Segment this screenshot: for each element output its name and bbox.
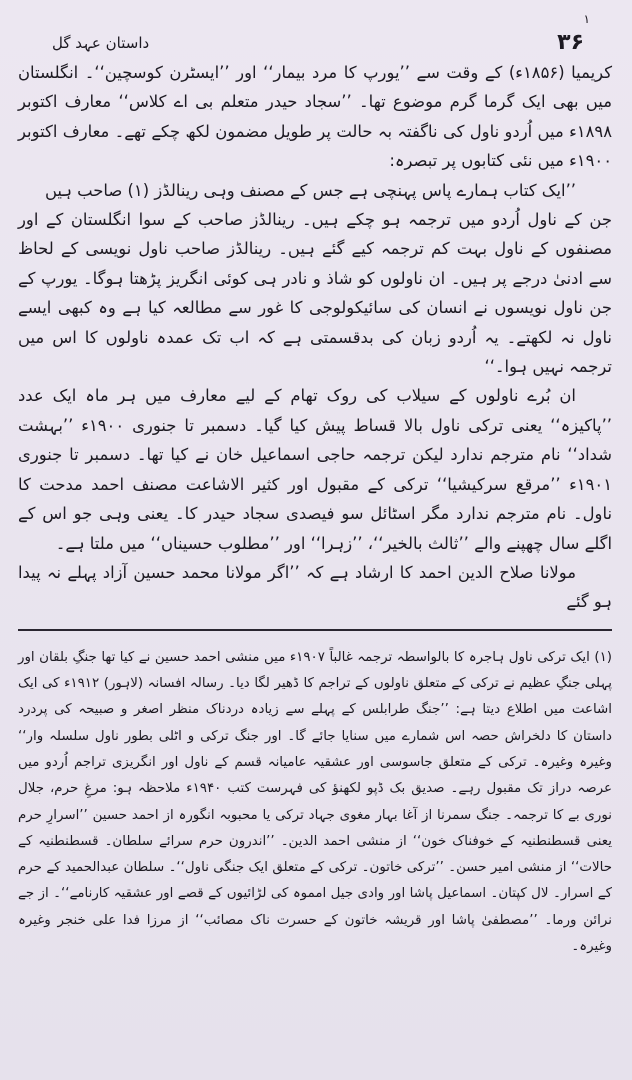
footnote-section <box>18 645 612 961</box>
page-header <box>18 0 612 58</box>
paragraph-2: جن کے ناول اُردو میں ترجمہ ہو چکے ہیں۔ رینالڈز صاحب کے سوا انگلستان کے اور مصنفوں کے ناول بہت کم ترجمہ کیے گئے ہیں۔ رینالڈز صاحب ناول نویسی کے لحاظ سے ادنیٰ درجے پر ہیں۔ ان ناولوں کو شاذ و نادر ہی کوئی انگریز پڑھتا ہوگا۔ یورپ کے جن ناول نویسوں نے انسان کی سائیکولوجی کا غور سے مطالعہ کیا ہے وہ کبھی ایسے ناول نہ لکھتے۔ یہ اُردو زبان کی بدقسمتی ہے کہ اب تک عمدہ ناولوں کا اس میں ترجمہ نہیں ہوا۔‘‘ <box>18 210 612 377</box>
page-number: ۳۶ <box>557 30 584 55</box>
footnote-divider <box>18 629 612 631</box>
quote-opening: ’’ایک کتاب ہمارے پاس پہنچی ہے جس کے مصنف وہی رینالڈز (۱) صاحب ہیں <box>44 180 576 200</box>
running-title: داستان عہد گل <box>52 34 150 52</box>
paragraph-4: مولانا صلاح الدین احمد کا ارشاد ہے کہ ’’اگر مولانا محمد حسین آزاد پہلے نہ پیدا ہو گئے <box>18 562 612 612</box>
corner-mark: ۱ <box>583 12 590 26</box>
main-text <box>18 58 612 617</box>
footnote-1: (۱) ایک ترکی ناول ہاجرہ کا بالواسطہ ترجمہ غالباً ۱۹۰۷ء میں منشی احمد حسین نے کیا تھا جنگِ بلقان اور پہلی جنگِ عظیم نے ترکی کے متعلق ناولوں کے تراجم کا ڈھیر لگا دیا۔ رسالہ افسانہ (لاہور) ۱۹۱۲ء کی ایک اشاعت میں اطلاع دیتا ہے: ’’جنگ طرابلس کے پہلے سے زیادہ دردناک منظر اصغر و صبیحہ کی پردرد داستان کا دلخراش حصہ اس شمارے میں سنایا جائے گا۔ اور جنگ ترکی و اٹلی بطور ناول سلسلہ وار‘‘ وغیرہ وغیرہ۔ ترکی کے متعلق جاسوسی اور عشقیہ عامیانہ قسم کے ناول اور انگریزی تراجم اُردو میں عرصہ دراز تک مقبول رہے۔ صدیق بک ڈپو لکھنؤ کی فہرست کتب ۱۹۴۰ء ملاحظہ ہو: مرغِ حرم، جلال نوری بے کا ترجمہ۔ جنگ سمرنا از آغا بہار مغوی جہاد ترکی یا محبوبہ انگورہ از احمد حسین ’’اسرارِ حرم یعنی قسطنطنیہ کے خوفناک خون‘‘ از منشی احمد الدین۔ ’’اندرون حرم سرائے سلطان۔ قسطنطنیہ کے حالات‘‘ از منشی امیر حسن۔ ’’ترکی خاتون۔ ترکی کے متعلق ایک جنگی ناول‘‘۔ سلطان عبدالحمید کے حرم کے اسرار۔ لال کپتان۔ اسماعیل پاشا اور وادی جیل امموہ کی لڑائیوں کے قصے اور عشقیہ کارنامے‘‘۔ از جے نرائن ورما۔ ’’مصطفیٰ پاشا اور قریشہ خاتون کے حسرت ناک مصائب‘‘ از مرزا فدا علی خنجر وغیرہ وغیرہ۔ <box>18 649 613 954</box>
paragraph-3: ان بُرے ناولوں کے سیلاب کی روک تھام کے لیے معارف میں ہر ماہ ایک عدد ’’پاکیزہ‘‘ یعنی ترکی ناول بالا قساط پیش کیا گیا۔ دسمبر تا جنوری ۱۹۰۰ء ’’بہشت شداد‘‘ نام مترجم ندارد لیکن ترجمہ حاجی اسماعیل خان نے کیا تھا۔ دسمبر تا جنوری ۱۹۰۱ء ’’مرقع سرکیشیا‘‘ ترکی کے مقبول اور کثیر الاشاعت مصنف احمد مدحت کا ناول۔ نام مترجم ندارد مگر اسٹائل سو فیصدی سجاد حیدر کا۔ یعنی وہی جو اس کے اگلے سال چھپنے والے ’’ثالث بالخیر‘‘، ’’زہرا‘‘ اور ’’مطلوب حسیناں‘‘ میں ملتا ہے۔ <box>18 386 612 553</box>
paragraph-1: کریمیا (۱۸۵۶ء) کے وقت سے ’’یورپ کا مرد بیمار‘‘ اور ’’ایسٹرن کوسچین‘‘۔ انگلستان میں بھی ایک گرما گرم موضوع تھا۔ ’’سجاد حیدر متعلم بی اے کلاس‘‘ معارف اکتوبر ۱۸۹۸ء میں اُردو ناول کی ناگفتہ بہ حالت پر طویل مضمون لکھ چکے تھے۔ معارف اکتوبر ۱۹۰۰ء میں نئی کتابوں پر تبصرہ: <box>18 63 612 171</box>
